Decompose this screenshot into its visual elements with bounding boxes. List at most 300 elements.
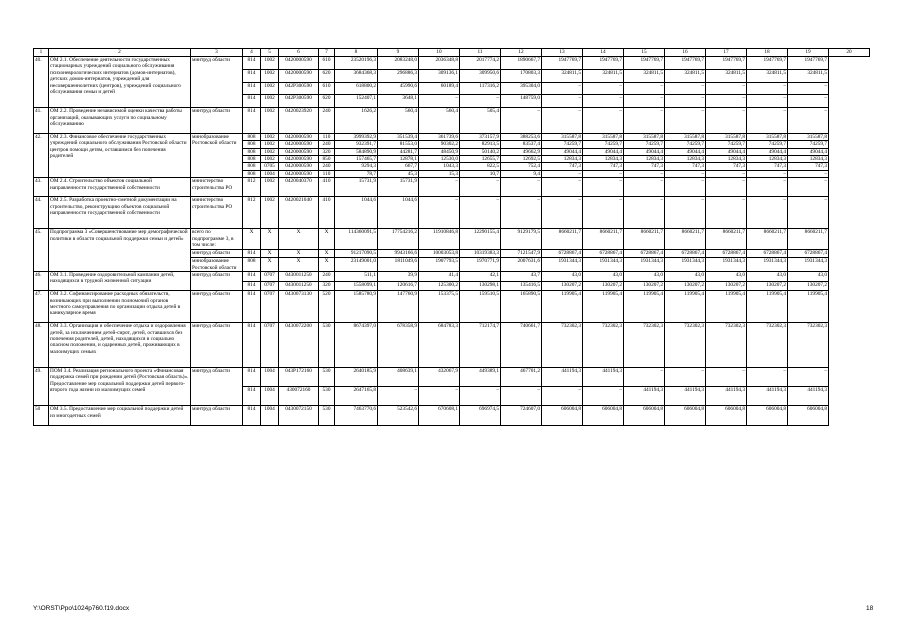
budget-code: 0707 [261, 281, 279, 291]
amount-cell: 8660211,7 [788, 229, 829, 249]
executor: минтруд области [191, 323, 243, 368]
amount-cell: – [542, 82, 583, 95]
row-number: 43. [34, 178, 49, 197]
amount-cell: 15,3 [419, 170, 460, 177]
measure-name: ОМ 3.1. Проведение оздоровительной кампании детей, находящихся в трудной жизненной ситуации [49, 271, 191, 290]
column-number: 14 [583, 49, 624, 57]
executor: минтруд области [191, 291, 243, 323]
amount-cell: – [788, 82, 829, 95]
amount-cell: 373157,9 [460, 133, 501, 140]
amount-cell: 2083248,0 [378, 57, 419, 70]
amount-cell: – [460, 95, 501, 108]
amount-cell: – [706, 178, 747, 197]
amount-cell: 606004,8 [706, 406, 747, 425]
amount-cell: 23520196,3 [335, 57, 378, 70]
amount-cell: 119905,4 [583, 291, 624, 323]
amount-cell: – [747, 108, 788, 134]
amount-cell: 1931344,3 [583, 258, 624, 272]
amount-cell: 1947769,7 [747, 57, 788, 70]
amount-cell: – [583, 387, 624, 406]
budget-code: 0430011250 [279, 281, 319, 291]
amount-cell: – [624, 95, 665, 108]
budget-code: 0420040370 [279, 178, 319, 197]
amount-cell: 467701,2 [501, 367, 542, 386]
amount-cell: – [624, 367, 665, 386]
amount-cell: 60189,4 [419, 82, 460, 95]
row-number: 50 [34, 406, 49, 425]
budget-code: 814 [243, 387, 261, 406]
row-number: 49. [34, 367, 49, 405]
table-row [34, 108, 870, 134]
amount-cell: 1558099,1 [335, 281, 378, 291]
executor: минтруд области [191, 271, 243, 290]
executor: министерство строительства РО [191, 178, 243, 197]
amount-cell: 395304,0 [501, 82, 542, 95]
amount-cell: 441194,3 [665, 387, 706, 406]
amount-cell: 1811049,6 [378, 258, 419, 272]
measure-name: ОМ 3.5. Предоставление мер социальной поддержки детей из многодетных семей [49, 406, 191, 425]
amount-cell: – [747, 82, 788, 95]
amount-cell: 315587,8 [583, 133, 624, 140]
budget-code: 814 [243, 367, 261, 386]
amount-cell: 10003053,8 [419, 249, 460, 258]
budget-code: 850 [319, 156, 335, 163]
budget-code: 610 [319, 82, 335, 95]
amount-cell: 74259,7 [747, 141, 788, 148]
budget-code: 0707 [261, 271, 279, 281]
table-row [34, 271, 870, 281]
amount-cell: – [624, 108, 665, 134]
budget-code: 1002 [261, 133, 279, 140]
budget-code: 1004 [261, 387, 279, 406]
budget-code: 1002 [261, 148, 279, 155]
amount-cell: 165890,5 [501, 291, 542, 323]
amount-cell: 670608,1 [419, 406, 460, 425]
amount-cell: 12290155,4 [460, 229, 501, 249]
amount-cell: 120616,7 [378, 281, 419, 291]
amount-cell: 43,0 [706, 271, 747, 281]
amount-cell: 408639,1 [378, 367, 419, 386]
budget-code: 814 [243, 69, 261, 82]
column-number: 17 [706, 49, 747, 57]
budget-code: X [279, 229, 319, 249]
amount-cell: – [501, 108, 542, 134]
amount-cell: – [583, 178, 624, 197]
amount-cell: 441194,3 [747, 387, 788, 406]
table-row [34, 229, 870, 249]
amount-cell: 8660211,7 [706, 229, 747, 249]
amount-cell: 696974,5 [460, 406, 501, 425]
amount-cell: 324811,5 [747, 69, 788, 82]
amount-cell: 315587,8 [788, 133, 829, 140]
column-number: 19 [788, 49, 829, 57]
measure-name: ОМ 2.5. Разработка проектно-сметной документации на строительство, реконструкцию объектов социальной направленности государственной собственности [49, 197, 191, 229]
amount-cell: 351539,4 [378, 133, 419, 140]
budget-code: 814 [243, 323, 261, 368]
column-number: 6 [279, 49, 319, 57]
budget-code: 0420000590 [279, 163, 319, 170]
amount-cell: 119905,4 [706, 291, 747, 323]
amount-cell: 119905,4 [665, 291, 706, 323]
amount-cell: 1626,2 [335, 108, 378, 134]
amount-cell: 119905,4 [788, 291, 829, 323]
column-number: 5 [261, 49, 279, 57]
budget-code: 0420000590 [279, 133, 319, 140]
amount-cell: 44281,7 [378, 148, 419, 155]
footer-file-path: Y:\ORST\Ppo\1024p760.f19.docx [33, 605, 130, 612]
amount-cell: 1931344,3 [542, 258, 583, 272]
amount-cell: 148759,0 [501, 95, 542, 108]
amount-cell: 9294,3 [335, 163, 378, 170]
amount-cell: 130207,2 [583, 281, 624, 291]
amount-cell: 1907793,5 [419, 258, 460, 272]
column-number: 7 [319, 49, 335, 57]
measure-name: ОМ 3.3. Организация и обеспечение отдыха и оздоровления детей, за исключением детей-сирот, детей, оставшихся без попечения родителей, детей, находящихся в социально опасном положении, и одаренных детей, проживающих в малоимущих семьях [49, 323, 191, 368]
budget-code: 0420023920 [279, 108, 319, 134]
amount-cell: 584890,9 [335, 148, 378, 155]
amount-cell: 43,7 [501, 271, 542, 281]
amount-cell: 732302,3 [583, 323, 624, 368]
budget-code: 814 [243, 271, 261, 281]
row-number: 42. [34, 133, 49, 177]
amount-cell: 130207,2 [788, 281, 829, 291]
budget-code: 0705 [261, 163, 279, 170]
column-number: 3 [191, 49, 243, 57]
executor: министерство строительства РО [191, 197, 243, 229]
budget-code: X [319, 229, 335, 249]
amount-cell: 1931344,3 [706, 258, 747, 272]
executor: минтруд области [191, 108, 243, 134]
amount-cell: 81553,0 [378, 141, 419, 148]
amount-cell: 2036348,8 [419, 57, 460, 70]
budget-code: 1002 [261, 57, 279, 70]
amount-cell: 7463770,6 [335, 406, 378, 425]
budget-code: 042P300590 [279, 82, 319, 95]
amount-cell: 432067,9 [419, 367, 460, 386]
amount-cell: 315587,8 [747, 133, 788, 140]
amount-cell: 12834,3 [665, 156, 706, 163]
amount-cell: – [501, 197, 542, 229]
amount-cell: 41,4 [419, 271, 460, 281]
amount-cell: 324811,5 [624, 69, 665, 82]
amount-cell: 667,7 [378, 163, 419, 170]
amount-cell: 119905,4 [542, 291, 583, 323]
amount-cell: 135416,5 [501, 281, 542, 291]
executor: минтруд области [191, 249, 243, 258]
amount-cell: 49044,4 [665, 148, 706, 155]
amount-cell: 49044,4 [542, 148, 583, 155]
amount-cell: 6728867,4 [747, 249, 788, 258]
amount-cell: 49044,4 [583, 148, 624, 155]
amount-cell: 6728867,4 [624, 249, 665, 258]
amount-cell: 153375,5 [419, 291, 460, 323]
budget-code: 410 [319, 197, 335, 229]
table-row [34, 323, 870, 368]
amount-cell: – [583, 95, 624, 108]
budget-code: X [243, 229, 261, 249]
amount-cell: 74259,7 [665, 141, 706, 148]
budget-code: 110 [319, 170, 335, 177]
amount-cell: 130207,2 [542, 281, 583, 291]
amount-cell: 1931344,3 [788, 258, 829, 272]
budget-code: 042P300590 [279, 95, 319, 108]
amount-cell: – [665, 95, 706, 108]
table-row [34, 197, 870, 229]
amount-cell: 74259,7 [583, 141, 624, 148]
amount-cell: 732302,3 [788, 323, 829, 368]
amount-cell: 309136,1 [419, 69, 460, 82]
amount-cell: 606004,8 [747, 406, 788, 425]
budget-code: 808 [243, 163, 261, 170]
amount-cell: 43,0 [665, 271, 706, 281]
amount-cell: – [542, 197, 583, 229]
amount-cell: 361739,6 [419, 133, 460, 140]
amount-cell: 49662,9 [501, 148, 542, 155]
amount-cell: 822,5 [460, 163, 501, 170]
amount-cell: 618800,2 [335, 82, 378, 95]
amount-cell: – [419, 387, 460, 406]
table-row [34, 133, 870, 140]
amount-cell: – [624, 82, 665, 95]
amount-cell: 8660211,7 [542, 229, 583, 249]
budget-code: X [261, 229, 279, 249]
amount-cell: – [665, 108, 706, 134]
amount-cell: 17754216,2 [378, 229, 419, 249]
amount-cell: – [706, 95, 747, 108]
amount-cell: 43,0 [747, 271, 788, 281]
amount-cell: 130207,2 [706, 281, 747, 291]
budget-code: 110 [319, 133, 335, 140]
amount-cell: – [706, 367, 747, 386]
budget-code: 814 [243, 82, 261, 95]
amount-cell: – [419, 95, 460, 108]
budget-code: 240 [319, 163, 335, 170]
amount-cell: – [583, 197, 624, 229]
amount-cell: 606004,8 [665, 406, 706, 425]
amount-cell: 2017774,2 [460, 57, 501, 70]
amount-cell: 505,4 [460, 108, 501, 134]
amount-cell: 42,1 [460, 271, 501, 281]
amount-cell: 724607,0 [501, 406, 542, 425]
budget-code: 530 [319, 323, 335, 368]
amount-cell: 309950,6 [460, 69, 501, 82]
amount-cell: 43,0 [788, 271, 829, 281]
amount-cell: – [747, 367, 788, 386]
amount-cell: – [706, 82, 747, 95]
measure-name: ОМ 2.2. Проведение независимой оценки качества работы организаций, оказывающих услуги по социальному обслуживанию [49, 108, 191, 134]
amount-cell: 119905,4 [747, 291, 788, 323]
amount-cell: 8660211,7 [624, 229, 665, 249]
budget-table-sheet [33, 48, 870, 426]
budget-code: 0420000590 [279, 141, 319, 148]
amount-cell: 606004,8 [624, 406, 665, 425]
measure-name: ПОМ 3.4. Реализация регионального проекта «Финансовая поддержка семей при рождении детей (Ростовская область)». Предоставление мер социальной поддержки детей первого-второго года жизни из малоимущих семей [49, 367, 191, 405]
budget-code: 808 [243, 258, 261, 272]
amount-cell: – [747, 170, 788, 177]
row-number: 45. [34, 229, 49, 272]
budget-code: 240 [319, 108, 335, 134]
amount-cell: 147760,9 [378, 291, 419, 323]
budget-code: 0420000590 [279, 148, 319, 155]
amount-cell: 606004,8 [788, 406, 829, 425]
amount-cell: 1043,3 [419, 163, 460, 170]
column-number: 16 [665, 49, 706, 57]
budget-code: 1002 [261, 156, 279, 163]
amount-cell: 1947769,7 [706, 57, 747, 70]
amount-cell: 119905,4 [624, 291, 665, 323]
amount-cell: 712174,7 [460, 323, 501, 368]
column-number: 20 [829, 49, 870, 57]
amount-cell: – [501, 178, 542, 197]
amount-cell: 449389,1 [460, 367, 501, 386]
amount-cell: 8660211,7 [583, 229, 624, 249]
amount-cell: – [747, 197, 788, 229]
amount-cell: 3648,1 [378, 95, 419, 108]
amount-cell: 441194,3 [542, 367, 583, 386]
amount-cell: 1947769,7 [542, 57, 583, 70]
amount-cell: 91217090,5 [335, 249, 378, 258]
amount-cell: 12878,1 [378, 156, 419, 163]
amount-cell: 606004,8 [542, 406, 583, 425]
amount-cell: 39,9 [378, 271, 419, 281]
amount-cell: 1585780,9 [335, 291, 378, 323]
amount-cell: 152407,1 [335, 95, 378, 108]
amount-cell: 1947769,7 [788, 57, 829, 70]
budget-code: 1002 [261, 178, 279, 197]
amount-cell: 324811,5 [542, 69, 583, 82]
amount-cell: 388253,6 [501, 133, 542, 140]
table-row [34, 406, 870, 425]
amount-cell: 12834,3 [542, 156, 583, 163]
amount-cell: – [542, 387, 583, 406]
amount-cell: 82913,5 [460, 141, 501, 148]
executor: минтруд области [191, 406, 243, 425]
amount-cell: 324811,5 [788, 69, 829, 82]
budget-code: 0420000590 [279, 69, 319, 82]
amount-cell: 441194,3 [706, 387, 747, 406]
executor: минтруд области [191, 367, 243, 405]
table-row [34, 291, 870, 323]
amount-cell: 8660211,7 [665, 229, 706, 249]
amount-cell: 130298,1 [460, 281, 501, 291]
budget-code: 1002 [261, 197, 279, 229]
amount-cell: 49044,4 [624, 148, 665, 155]
budget-code: 530 [319, 406, 335, 425]
amount-cell: 11910846,8 [419, 229, 460, 249]
amount-cell: – [624, 197, 665, 229]
column-number: 12 [501, 49, 542, 57]
amount-cell: – [542, 170, 583, 177]
table-header-row [34, 49, 870, 57]
column-number: 8 [335, 49, 378, 57]
amount-cell: 130207,2 [624, 281, 665, 291]
amount-cell: – [665, 170, 706, 177]
amount-cell: – [788, 108, 829, 134]
amount-cell: 1970771,9 [460, 258, 501, 272]
amount-cell: 83537,4 [501, 141, 542, 148]
amount-cell: – [501, 387, 542, 406]
amount-cell: 315587,8 [542, 133, 583, 140]
amount-cell: – [747, 178, 788, 197]
budget-code: 620 [319, 95, 335, 108]
column-number: 18 [747, 49, 788, 57]
budget-code: 0430072200 [279, 323, 319, 368]
amount-cell: 1947769,7 [665, 57, 706, 70]
budget-code: 0707 [261, 323, 279, 368]
column-number: 4 [243, 49, 261, 57]
amount-cell: – [624, 178, 665, 197]
amount-cell: 9129179,5 [501, 229, 542, 249]
amount-cell: – [706, 170, 747, 177]
amount-cell: 315587,8 [706, 133, 747, 140]
budget-code: 808 [243, 170, 261, 177]
budget-code: 0707 [261, 291, 279, 323]
amount-cell: 159510,5 [460, 291, 501, 323]
amount-cell: 747,3 [583, 163, 624, 170]
row-number: 46. [34, 271, 49, 290]
row-number: 41. [34, 108, 49, 134]
amount-cell: 2640185,9 [335, 367, 378, 386]
budget-code: 0420000590 [279, 156, 319, 163]
budget-code: 1002 [261, 82, 279, 95]
budget-code: 1004 [261, 170, 279, 177]
column-number: 15 [624, 49, 665, 57]
amount-cell: 23149001,0 [335, 258, 378, 272]
amount-cell: 2007631,6 [501, 258, 542, 272]
amount-cell: 12834,3 [747, 156, 788, 163]
amount-cell: – [419, 197, 460, 229]
measure-name: ОМ 2.1. Обеспечение деятельности государственных стационарных учреждений социального обслуживания психоневрологических интернатов (домов-интернатов), детских домов-интернатов, учреждений для несовершеннолетних (центров), учреждений социального обслуживания семьи и детей [49, 57, 191, 108]
column-number: 11 [460, 49, 501, 57]
row-number: 48. [34, 323, 49, 368]
amount-cell: – [624, 170, 665, 177]
amount-cell: – [665, 178, 706, 197]
budget-code: 530 [319, 367, 335, 386]
amount-cell: 12834,3 [624, 156, 665, 163]
amount-cell: 12834,3 [583, 156, 624, 163]
row-number: 44. [34, 197, 49, 229]
amount-cell: 732302,3 [624, 323, 665, 368]
budget-code: 808 [243, 133, 261, 140]
amount-cell: 740661,7 [501, 323, 542, 368]
amount-cell: 732302,3 [747, 323, 788, 368]
amount-cell: 49044,4 [788, 148, 829, 155]
table-row [34, 178, 870, 197]
amount-cell: – [665, 367, 706, 386]
amount-cell: 90302,2 [419, 141, 460, 148]
measure-name: ОМ 3.2. Софинансирование расходных обязательств, возникающих при выполнении полномочий органов местного самоуправления по организации отдыха детей в каникулярное время [49, 291, 191, 323]
amount-cell: 12692,5 [501, 156, 542, 163]
amount-cell: 3999392,9 [335, 133, 378, 140]
row-number: 40. [34, 57, 49, 108]
amount-cell: – [788, 178, 829, 197]
amount-cell: 441194,3 [624, 387, 665, 406]
amount-cell: 315587,8 [624, 133, 665, 140]
measure-name: ОМ 2.4. Строительство объектов социальной направленности государственной собственности [49, 178, 191, 197]
amount-cell: 1044,6 [378, 197, 419, 229]
amount-cell: 15731,9 [378, 178, 419, 197]
measure-name: ОМ 2.3. Финансовое обеспечение государственных учреждений социального обслуживания Ростовской области центров помощи детям, оставшимся без попечения родителей [49, 133, 191, 177]
amount-cell: 441194,3 [583, 367, 624, 386]
amount-cell: – [542, 178, 583, 197]
budget-code: 620 [319, 69, 335, 82]
amount-cell: 315587,8 [665, 133, 706, 140]
budget-code: X [279, 249, 319, 258]
amount-cell: 9,4 [501, 170, 542, 177]
budget-code: 240 [319, 271, 335, 281]
budget-code: 1004 [261, 367, 279, 386]
budget-code: 1002 [261, 108, 279, 134]
